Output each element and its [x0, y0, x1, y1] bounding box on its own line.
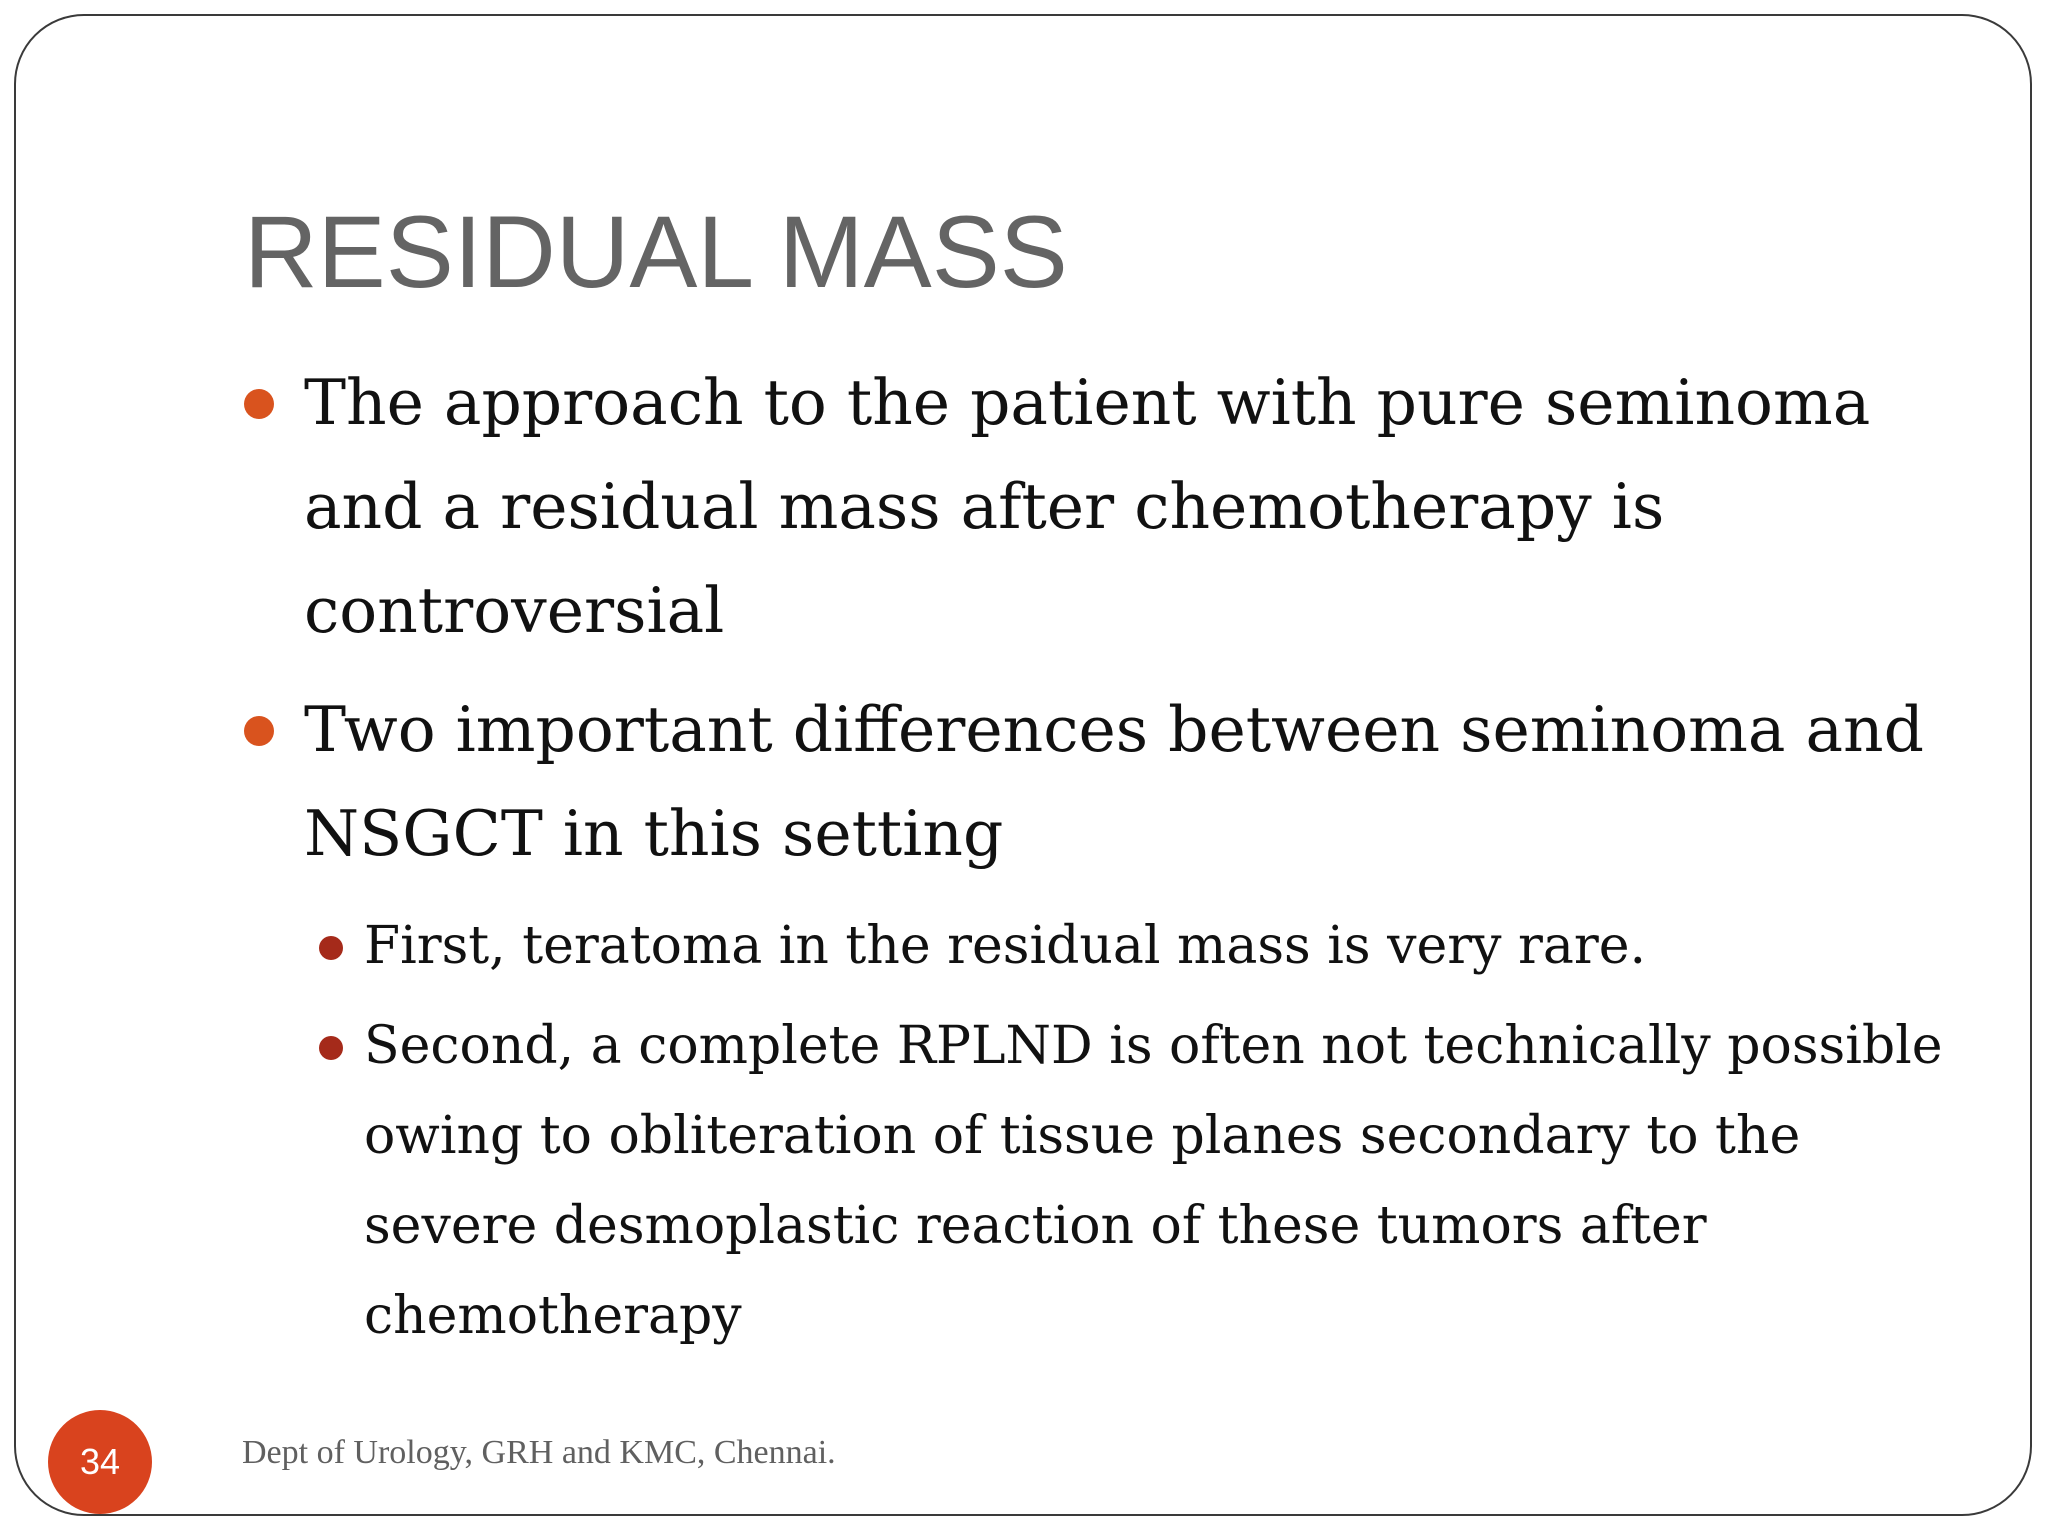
subbullet-text: Second, a complete RPLND is often not technically possible owing to obliteration of tissue planes secondary to the severe desmoplastic reaction of these tumors after chemotherapy: [364, 1016, 1943, 1346]
bullet-text: Two important differences between seminoma and NSGCT in this setting: [304, 693, 1924, 870]
bullet-dot-icon: [244, 389, 274, 419]
subbullet-item: [244, 1001, 1964, 1361]
subbullet-dot-icon: [319, 1036, 343, 1060]
bullet-dot-icon: [244, 716, 274, 746]
page-number-badge: 34: [48, 1410, 152, 1514]
slide-body: [244, 351, 1964, 1371]
footer-text: Dept of Urology, GRH and KMC, Chennai.: [242, 1434, 836, 1471]
subbullet-item: [244, 901, 1964, 991]
bullet-item: [244, 351, 1964, 663]
slide: [14, 14, 2032, 1516]
bullet-item: [244, 678, 1964, 886]
slide-title: RESIDUAL MASS: [244, 195, 1068, 309]
subbullet-text: First, teratoma in the residual mass is very rare.: [364, 916, 1646, 976]
bullet-text: The approach to the patient with pure seminoma and a residual mass after chemotherapy is controversial: [304, 366, 1871, 647]
subbullet-dot-icon: [319, 936, 343, 960]
